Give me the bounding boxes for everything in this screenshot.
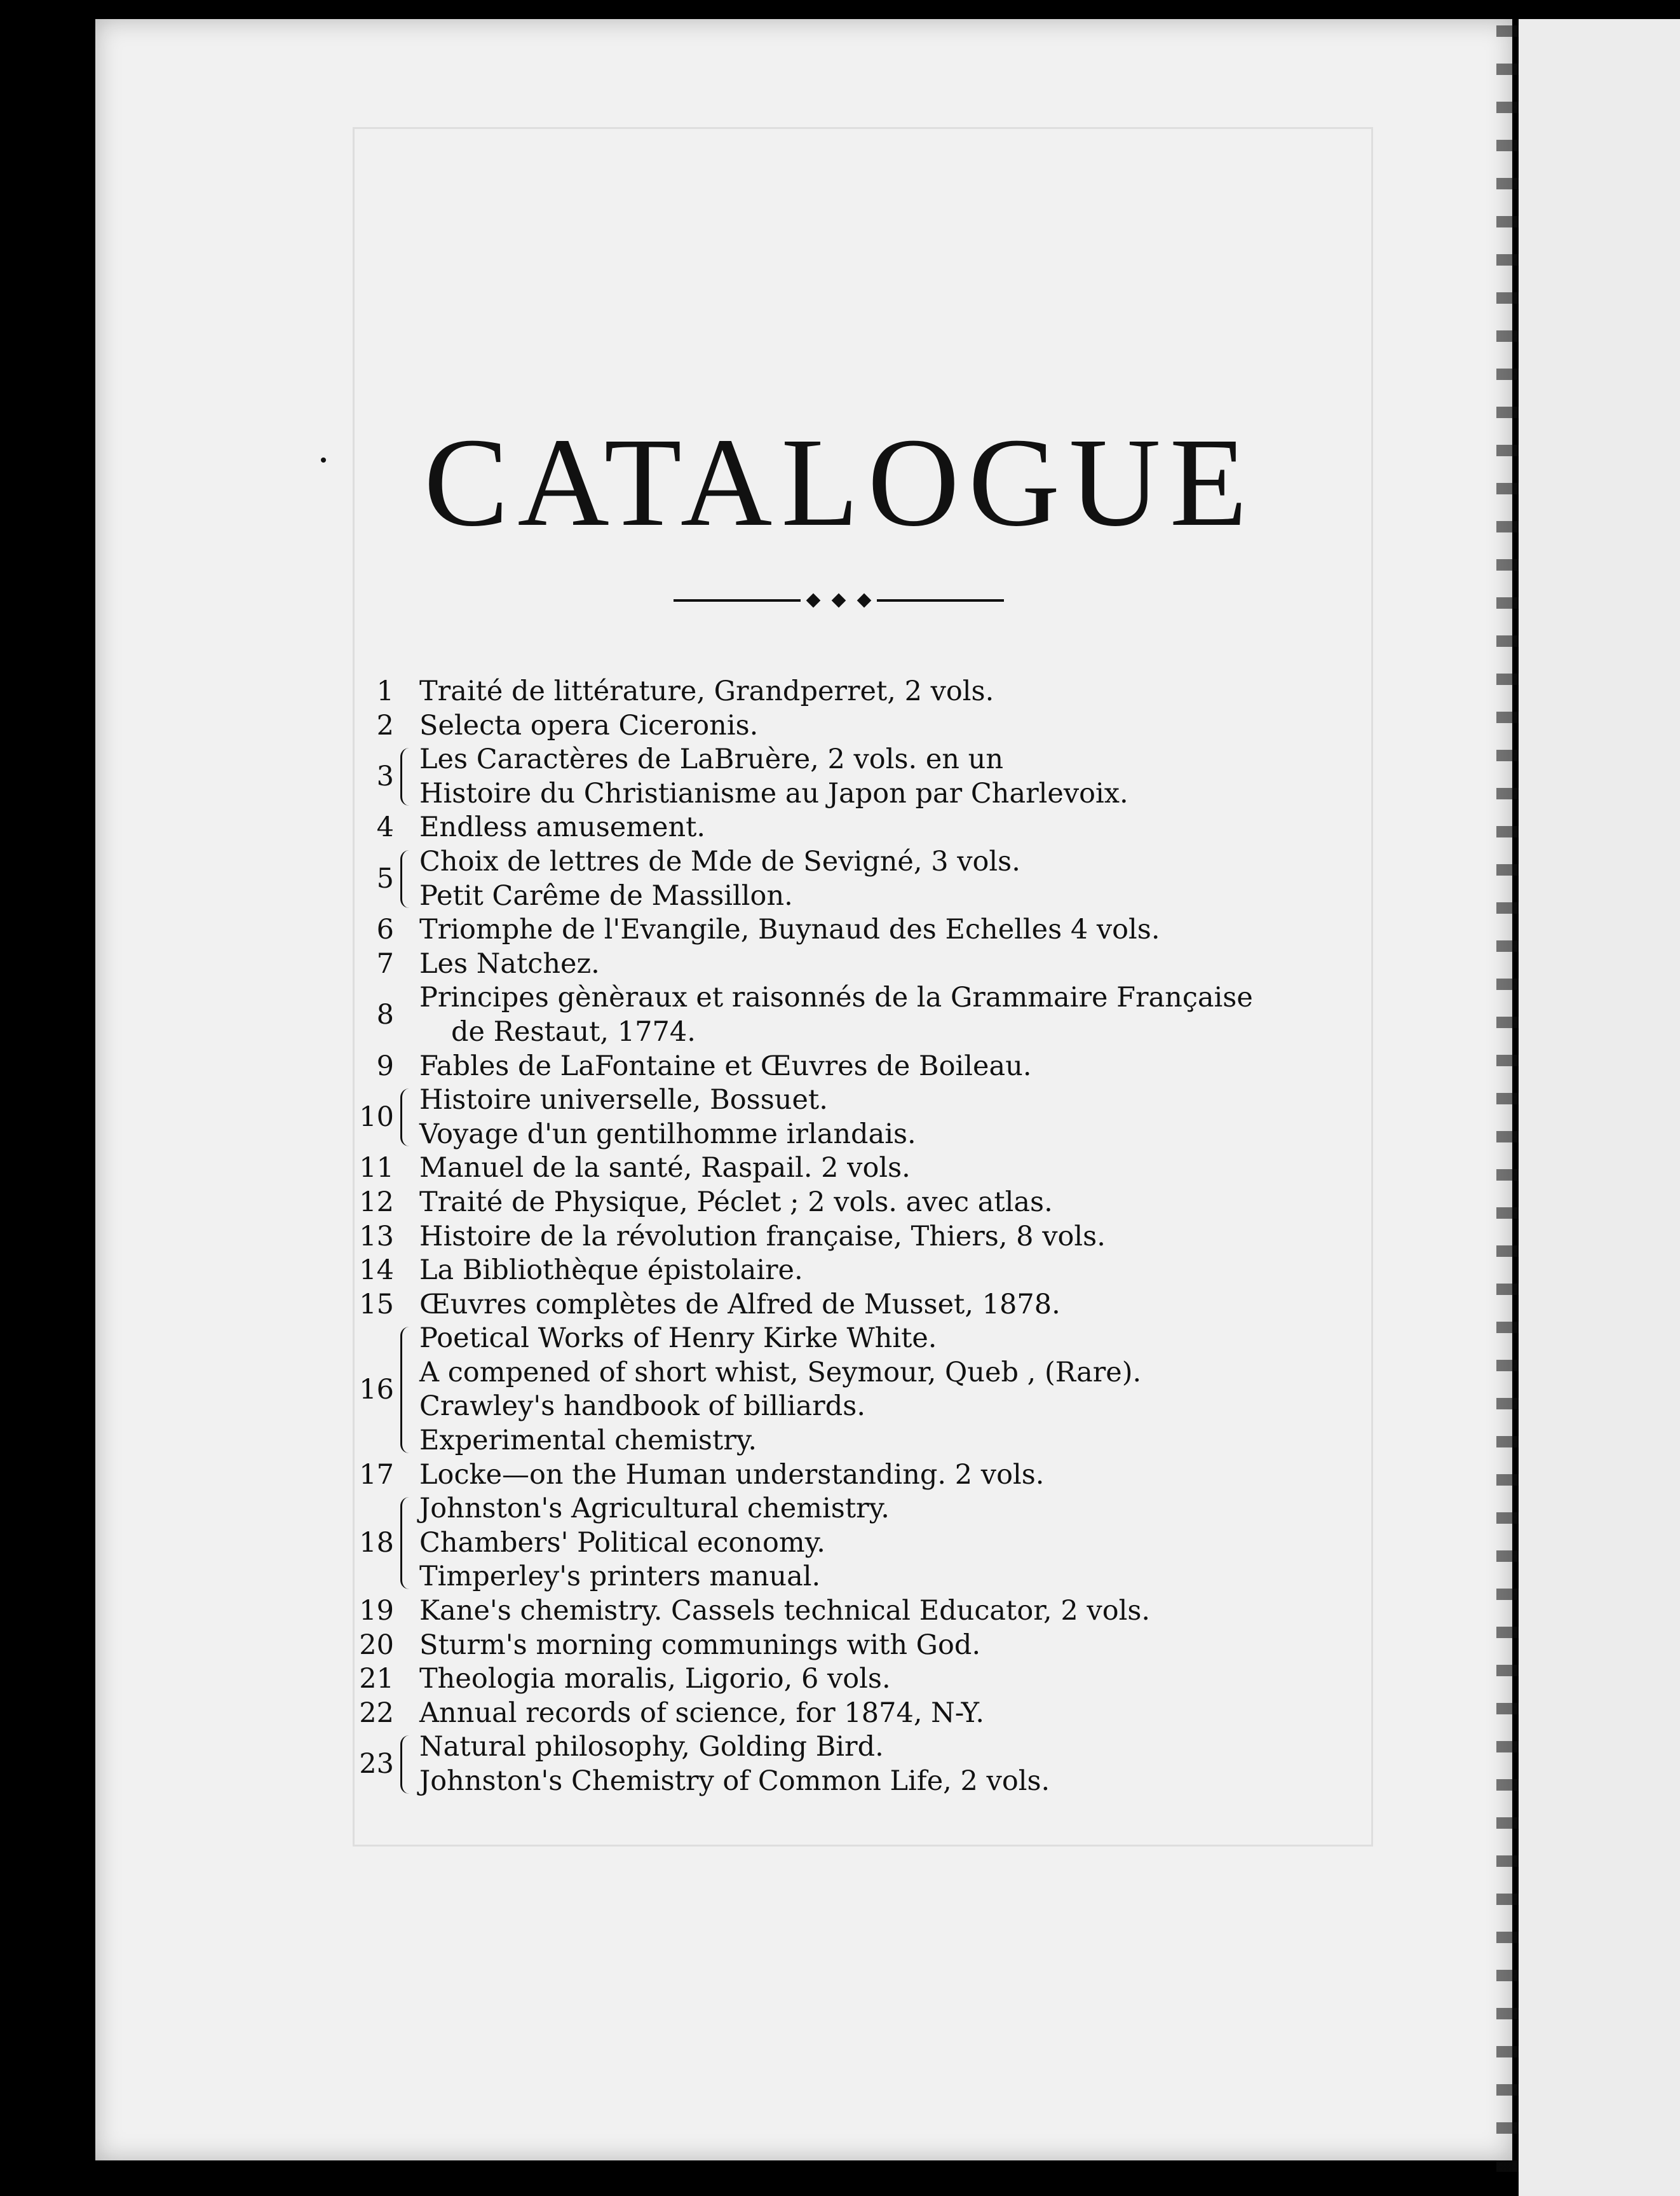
entry-number: 7 (376, 947, 394, 980)
entry-number: 16 (359, 1373, 394, 1406)
entry-text: Choix de lettres de Mde de Sevigné, 3 vols. (419, 845, 1020, 878)
entry-number: 11 (359, 1152, 394, 1184)
entry-number: 23 (359, 1748, 394, 1780)
entry-number: 6 (376, 914, 394, 946)
catalogue-entry (343, 1458, 1392, 1493)
entry-text: Annual records of science, for 1874, N-Y. (419, 1697, 985, 1729)
catalogue-entry (343, 981, 1392, 1049)
entry-number: 18 (359, 1526, 394, 1559)
catalogue-entry (343, 1730, 1392, 1798)
catalogue-entry (343, 1220, 1392, 1254)
grouping-brace (400, 1735, 414, 1793)
entry-text: Petit Carême de Massillon. (419, 879, 793, 912)
catalogue-entry (343, 709, 1392, 743)
entry-text: Traité de littérature, Grandperret, 2 vols. (419, 675, 994, 707)
entry-number: 21 (359, 1663, 394, 1695)
catalogue-entry (343, 675, 1392, 709)
entry-number: 8 (376, 999, 394, 1031)
catalogue-entry (343, 1186, 1392, 1220)
page-title: CATALOGUE (424, 412, 1256, 553)
entry-text: La Bibliothèque épistolaire. (419, 1254, 803, 1287)
entry-text: Triomphe de l'Evangile, Buynaud des Echelles 4 vols. (419, 914, 1160, 946)
adjacent-page-strip (1519, 19, 1680, 2196)
entry-text: Les Natchez. (419, 947, 600, 980)
adjacent-page-edge (1496, 25, 1522, 2173)
entry-text: Les Caractères de LaBruère, 2 vols. en un (419, 743, 1004, 776)
entry-text: Voyage d'un gentilhomme irlandais. (419, 1118, 916, 1150)
entry-number: 17 (359, 1458, 394, 1491)
entry-text: Johnston's Chemistry of Common Life, 2 vols. (419, 1765, 1050, 1797)
grouping-brace (400, 850, 414, 908)
entry-number: 1 (376, 675, 394, 707)
entry-number: 12 (359, 1186, 394, 1218)
entry-text: Œuvres complètes de Alfred de Musset, 1878. (419, 1288, 1060, 1320)
catalogue-entry (343, 1492, 1392, 1594)
catalogue-entry (343, 1662, 1392, 1697)
entry-text: Timperley's printers manual. (419, 1561, 821, 1593)
entry-text: Manuel de la santé, Raspail. 2 vols. (419, 1152, 911, 1184)
entry-text: Histoire universelle, Bossuet. (419, 1084, 828, 1116)
catalogue-entry (343, 743, 1392, 811)
catalogue-entry (343, 845, 1392, 913)
entry-text: Crawley's handbook of billiards. (419, 1390, 865, 1423)
entry-text: Traité de Physique, Péclet ; 2 vols. avec atlas. (419, 1186, 1053, 1218)
grouping-brace (400, 1497, 414, 1589)
entry-number: 20 (359, 1629, 394, 1661)
entry-text: Natural philosophy, Golding Bird. (419, 1731, 884, 1763)
entry-text: Kane's chemistry. Cassels technical Educator, 2 vols. (419, 1595, 1151, 1627)
entry-number: 3 (376, 760, 394, 792)
entry-number: 14 (359, 1254, 394, 1287)
catalogue-list (343, 675, 1392, 1799)
entry-text: de Restaut, 1774. (451, 1015, 696, 1048)
entry-text: Sturm's morning communings with God. (419, 1629, 981, 1661)
entry-text: Histoire du Christianisme au Japon par Charlevoix. (419, 777, 1128, 810)
grouping-brace (400, 1088, 414, 1146)
catalogue-entry (343, 1050, 1392, 1084)
catalogue-entry (343, 1288, 1392, 1322)
entry-text: Fables de LaFontaine et Œuvres de Boileau. (419, 1050, 1032, 1082)
catalogue-entry (343, 811, 1392, 845)
grouping-brace (400, 748, 414, 806)
entry-text: Chambers' Political economy. (419, 1526, 825, 1559)
grouping-brace (400, 1327, 414, 1453)
catalogue-entry (343, 1254, 1392, 1288)
entry-text: A compened of short whist, Seymour, Queb , (Rare). (419, 1356, 1142, 1388)
entry-text: Principes gènèraux et raisonnés de la Grammaire Française (419, 982, 1253, 1014)
catalogue-entry (343, 1322, 1392, 1458)
entry-number: 5 (376, 862, 394, 895)
catalogue-entry (343, 1594, 1392, 1629)
entry-number: 2 (376, 709, 394, 742)
entry-number: 9 (376, 1050, 394, 1082)
catalogue-entry (343, 1083, 1392, 1151)
entry-text: Johnston's Agricultural chemistry. (419, 1493, 890, 1525)
entry-text: Histoire de la révolution française, Thiers, 8 vols. (419, 1220, 1106, 1252)
entry-text: Experimental chemistry. (419, 1425, 757, 1457)
entry-text: Poetical Works of Henry Kirke White. (419, 1322, 937, 1355)
entry-text: Theologia moralis, Ligorio, 6 vols. (419, 1663, 891, 1695)
entry-number: 19 (359, 1595, 394, 1627)
entry-number: 15 (359, 1288, 394, 1320)
catalogue-entry (343, 1629, 1392, 1663)
catalogue-entry (343, 1697, 1392, 1731)
entry-text: Endless amusement. (419, 811, 706, 844)
entry-number: 4 (376, 811, 394, 844)
entry-text: Selecta opera Ciceronis. (419, 709, 759, 742)
entry-number: 10 (359, 1101, 394, 1133)
entry-number: 22 (359, 1697, 394, 1729)
title-ornament (674, 594, 1004, 607)
catalogue-entry (343, 913, 1392, 947)
catalogue-entry (343, 947, 1392, 982)
catalogue-entry (343, 1151, 1392, 1186)
entry-number: 13 (359, 1220, 394, 1252)
entry-text: Locke—on the Human understanding. 2 vols. (419, 1458, 1045, 1491)
